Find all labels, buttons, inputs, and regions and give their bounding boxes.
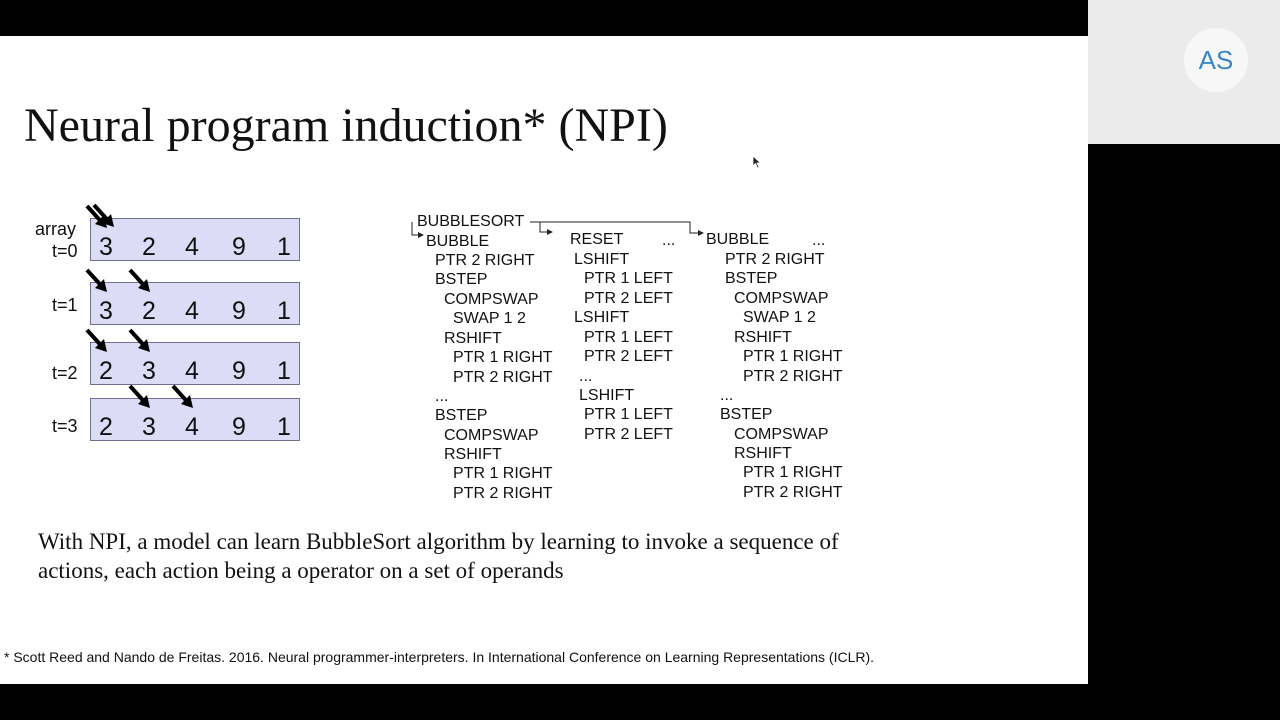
- array-cell: 4: [185, 233, 199, 261]
- trace-step: PTR 1 RIGHT: [743, 348, 843, 365]
- array-cell: 3: [142, 357, 156, 385]
- array-cell: 9: [232, 357, 246, 385]
- trace-ellipsis: ...: [812, 232, 826, 249]
- trace-step: RSHIFT: [734, 445, 792, 462]
- trace-step: RSHIFT: [444, 446, 502, 463]
- array-cell: 2: [142, 233, 156, 261]
- trace-step: LSHIFT: [574, 309, 630, 326]
- bottom-black-bar: [0, 684, 1280, 720]
- trace-step: PTR 2 LEFT: [584, 348, 673, 365]
- trace-step: ...: [720, 387, 734, 404]
- trace-step: COMPSWAP: [734, 426, 829, 443]
- trace-step: BUBBLE: [426, 233, 490, 250]
- array-cell: 1: [277, 233, 291, 261]
- trace-step: PTR 2 RIGHT: [453, 485, 553, 502]
- trace-step: ...: [579, 368, 593, 385]
- trace-step: RSHIFT: [444, 330, 502, 347]
- trace-step: PTR 2 LEFT: [584, 426, 673, 443]
- trace-step: RSHIFT: [734, 329, 792, 346]
- trace-step: SWAP 1 2: [743, 309, 816, 326]
- trace-step: LSHIFT: [574, 251, 630, 268]
- trace-step: PTR 1 LEFT: [584, 406, 673, 423]
- slide-title: Neural program induction* (NPI): [24, 99, 668, 152]
- trace-step: ...: [435, 388, 449, 405]
- trace-step: PTR 2 RIGHT: [453, 369, 553, 386]
- trace-step: PTR 2 RIGHT: [743, 368, 843, 385]
- timestep-label: t=1: [52, 295, 78, 315]
- trace-step: PTR 2 RIGHT: [435, 252, 535, 269]
- array-cell: 1: [277, 413, 291, 441]
- trace-step: PTR 2 LEFT: [584, 290, 673, 307]
- array-cell: 3: [99, 233, 113, 261]
- trace-step: PTR 1 RIGHT: [453, 465, 553, 482]
- trace-step: BSTEP: [720, 406, 773, 423]
- array-cell: 4: [185, 297, 199, 325]
- presentation-slide: [0, 36, 1088, 684]
- array-cell: 3: [99, 297, 113, 325]
- trace-step: PTR 2 RIGHT: [743, 484, 843, 501]
- top-black-bar: [0, 0, 1088, 36]
- array-cell: 2: [142, 297, 156, 325]
- array-label: array: [35, 219, 77, 239]
- array-cell: 9: [232, 413, 246, 441]
- trace-step: LSHIFT: [579, 387, 635, 404]
- slide-citation: * Scott Reed and Nando de Freitas. 2016. Neural programmer-interpreters. In International Conference on Learning Representations (ICLR).: [4, 649, 875, 665]
- trace-step: COMPSWAP: [444, 291, 539, 308]
- array-cell: 1: [277, 357, 291, 385]
- timestep-label: t=2: [52, 363, 78, 383]
- array-cell: 9: [232, 233, 246, 261]
- trace-step: COMPSWAP: [734, 290, 829, 307]
- trace-step: BSTEP: [435, 407, 488, 424]
- array-cell: 4: [185, 357, 199, 385]
- trace-step: BSTEP: [435, 271, 488, 288]
- trace-step: PTR 2 RIGHT: [725, 251, 825, 268]
- array-cell: 3: [142, 413, 156, 441]
- array-cell: 1: [277, 297, 291, 325]
- array-cell: 9: [232, 297, 246, 325]
- trace-step: COMPSWAP: [444, 427, 539, 444]
- trace-ellipsis: ...: [662, 232, 676, 249]
- slide-caption: With NPI, a model can learn BubbleSort algorithm by learning to invoke a sequence of actions, each action being a operator on a set of operands: [38, 529, 839, 583]
- array-cell: 2: [99, 413, 113, 441]
- trace-step: BSTEP: [725, 270, 778, 287]
- timestep-label: t=0: [52, 241, 78, 261]
- trace-step: PTR 1 LEFT: [584, 329, 673, 346]
- timestep-label: t=3: [52, 416, 78, 436]
- trace-step: BUBBLE: [706, 231, 770, 248]
- array-cell: 2: [99, 357, 113, 385]
- trace-step: PTR 1 RIGHT: [743, 464, 843, 481]
- trace-step: PTR 1 LEFT: [584, 270, 673, 287]
- array-cell: 4: [185, 413, 199, 441]
- participant-avatar: AS: [1184, 28, 1248, 92]
- trace-step: RESET: [570, 231, 624, 248]
- trace-root: BUBBLESORT: [417, 213, 525, 230]
- trace-step: PTR 1 RIGHT: [453, 349, 553, 366]
- participant-video-tile[interactable]: [1088, 0, 1280, 144]
- trace-step: SWAP 1 2: [453, 310, 526, 327]
